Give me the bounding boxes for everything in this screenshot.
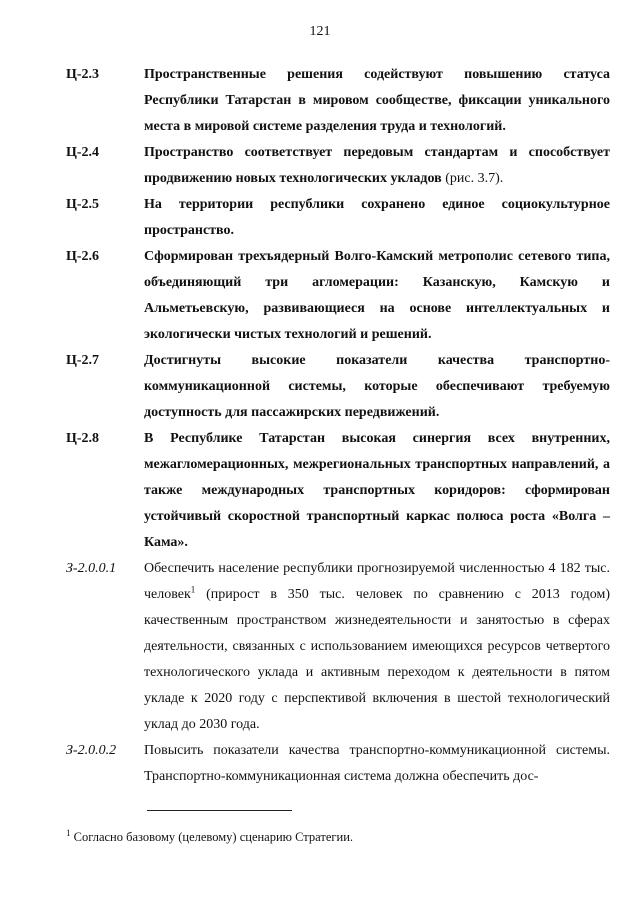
goal-text: На территории республики сохранено единое социокультурное пространство. <box>144 197 610 238</box>
task-text-part: Обеспечить население республики прогнозируемой численностью 4 182 тыс. человек <box>144 561 610 602</box>
goal-text: Пространственные решения содействуют повышению статуса Республики Татарстан в мировом сообществе, фиксации уникального места в мировой системе разделения труда и технологий. <box>144 67 610 134</box>
task-text <box>144 556 610 738</box>
footnote-mark: 1 <box>190 584 196 595</box>
goal-code: Ц-2.5 <box>66 197 100 212</box>
footnote <box>66 829 606 845</box>
task-text: Повысить показатели качества транспортно-коммуникационной системы. Транспортно-коммуникационная система должна обеспечить дос- <box>144 743 610 784</box>
goal-text: В Республике Татарстан высокая синергия всех внутренних, межагломерационных, межрегиональных транспортных направлений, а также международных транспортных коридоров: сформирован устойчивый скоростной транспортный каркас полюса роста «Волга – Кама». <box>144 431 610 550</box>
goal-code: Ц-2.7 <box>66 353 100 368</box>
goal-code: Ц-2.4 <box>66 145 100 160</box>
goal-text: Сформирован трехъядерный Волго-Камский метрополис сетевого типа, объединяющий три агломерации: Казанскую, Камскую и Альметьевскую, развивающиеся на основе интеллектуальных и экологически чистых технологий и решений. <box>144 249 610 342</box>
task-text-part: (прирост в 350 тыс. человек по сравнению с 2013 годом) качественным пространством жизнедеятельности и занятостью в сферах деятельности, связанных с использованием имеющихся ресурсов четвертого технологического уклада и активным переходом к деятельности в пятом укладе к 2020 году с перспективой включения в шестой технологический уклад до 2030 года. <box>144 587 610 732</box>
goal-code: Ц-2.3 <box>66 67 100 82</box>
task-code: З-2.0.0.2 <box>66 743 117 758</box>
goal-code: Ц-2.8 <box>66 431 100 446</box>
goal-code: Ц-2.6 <box>66 249 100 264</box>
goal-text-bold: Пространство соответствует передовым стандартам и способствует продвижению новых технологических укладов <box>144 145 610 186</box>
footnote-text: Согласно базовому (целевому) сценарию Стратегии. <box>70 830 354 844</box>
goal-text: Достигнуты высокие показатели качества транспортно-коммуникационной системы, которые обеспечивают требуемую доступность для пассажирских передвижений. <box>144 353 610 420</box>
task-code: З-2.0.0.1 <box>66 561 117 576</box>
footnote-divider <box>147 810 292 811</box>
figure-reference: (рис. 3.7). <box>441 171 504 186</box>
footnote-number: 1 <box>66 827 71 838</box>
goal-text <box>144 140 610 192</box>
page-number: 121 <box>309 24 331 39</box>
